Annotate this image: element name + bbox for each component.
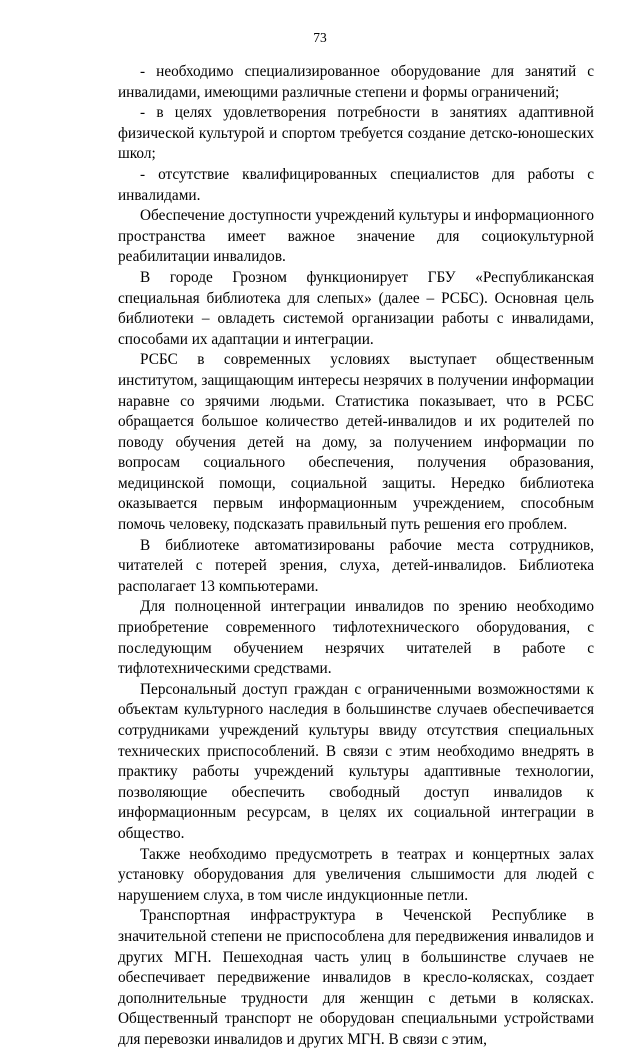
paragraph-library-grozny: В городе Грозном функционирует ГБУ «Республиканская специальная библиотека для слепых» (далее – РСБС). Основная цель библиотеки – овладеть системой организации работы с инвалидами, способами их адаптации и интеграции. [118,268,594,348]
paragraph-heritage-access: Персональный доступ граждан с ограниченными возможностями к объектам культурного наследия в большинстве случаев обеспечивается сотрудниками учреждений культуры ввиду отсутствия специальных технических приспособлений. В связи с этим необходимо внедрять в практику работы учреждений культуры адаптивные технологии, позволяющие обеспечить свободный доступ инвалидов к информационным ресурсам, в целях их социальной интеграции в общество. [118,680,594,842]
paragraph-culture-access: Обеспечение доступности учреждений культуры и информационного пространства имеет важное значение для социокультурной реабилитации инвалидов. [118,207,594,266]
document-body [118,62,594,1051]
paragraph-transport: Транспортная инфраструктура в Чеченской Республике в значительной степени не приспособлена для передвижения инвалидов и других МГН. Пешеходная часть улиц в большинстве случаев не обеспечивает передвижение инвалидов в кресло-колясках, создает дополнительные трудности для женщин с детьми в колясках. Общественный транспорт не оборудован специальными устройствами для перевозки инвалидов и других МГН. В связи с этим, [118,907,594,1048]
bullet-item-youth-schools: - в целях удовлетворения потребности в занятиях адаптивной физической культурой и спортом требуется создание детско-юношеских школ; [118,104,594,163]
paragraph-rsbs-role: РСБС в современных условиях выступает общественным институтом, защищающим интересы незрячих в получении информации наравне со зрячими людьми. Статистика показывает, что в РСБС обращается большое количество детей-инвалидов и их родителей по поводу обучения детей на дому, за получением информации по вопросам социального обеспечения, получения образования, медицинской помощи, социальной защиты. Нередко библиотека оказывается первым информационным учреждением, способным помочь человеку, подсказать правильный путь решения его проблем. [118,351,594,534]
paragraph-automation: В библиотеке автоматизированы рабочие места сотрудников, читателей с потерей зрения, слуха, детей-инвалидов. Библиотека располагает 13 компьютерами. [118,536,594,595]
bullet-item-equipment: - необходимо специализированное оборудование для занятий с инвалидами, имеющими различные степени и формы ограничений; [118,63,594,101]
page-number: 73 [313,30,327,45]
paragraph-hearing-loops: Также необходимо предусмотреть в театрах и концертных залах установку оборудования для увеличения слышимости для людей с нарушением слуха, в том числе индукционные петли. [118,845,594,904]
bullet-item-specialists: - отсутствие квалифицированных специалистов для работы с инвалидами. [118,165,594,204]
paragraph-tiflo-equipment: Для полноценной интеграции инвалидов по зрению необходимо приобретение современного тифлотехнического оборудования, с последующим обучением незрячих читателей в работе с тифлотехническими средствами. [118,598,594,678]
